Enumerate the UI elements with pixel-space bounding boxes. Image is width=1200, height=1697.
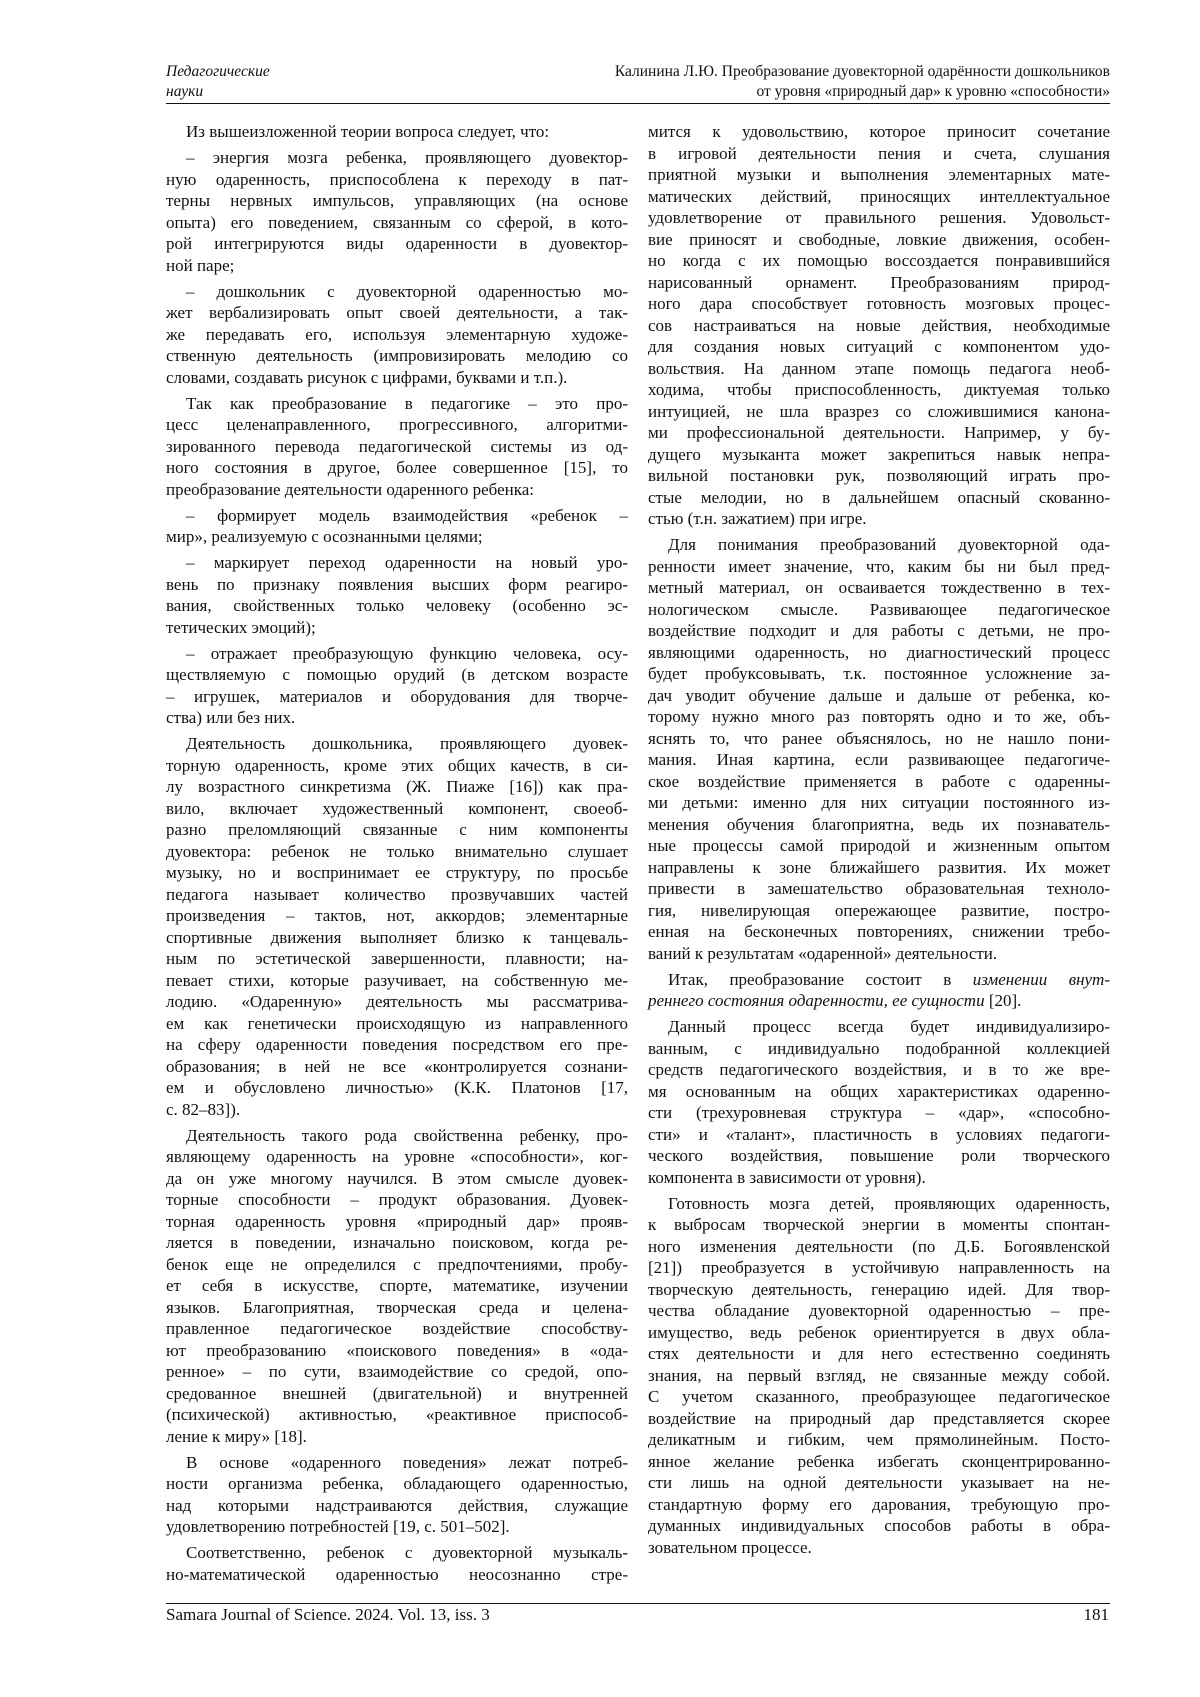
text-line: мания. Иная картина, если развивающее педагогиче-: [648, 749, 1110, 771]
text-line: гия, нивелирующая опережающее развитие, постро-: [648, 900, 1110, 922]
text-line: удовлетворению потребностей [19, с. 501–502].: [166, 1516, 628, 1538]
text-line: будет пробуксовывать, т.к. постоянное усложнение за-: [648, 663, 1110, 685]
text-line: стые мелодии, но в дальнейшем опасный скованно-: [648, 487, 1110, 509]
text-line: с. 82–83]).: [166, 1099, 628, 1121]
text-line: вень по признаку появления высших форм реагиро-: [166, 574, 628, 596]
text-line: языков. Благоприятная, творческая среда и целена-: [166, 1297, 628, 1319]
journal-citation: Samara Journal of Science. 2024. Vol. 13, iss. 3: [166, 1604, 490, 1625]
text-line: средованное внешней (двигательной) и внутренней: [166, 1383, 628, 1405]
text-line: привести в замешательство образовательная техноло-: [648, 878, 1110, 900]
text-line: ванным, с индивидуально подобранной коллекцией: [648, 1038, 1110, 1060]
text-line: ного состояния в другое, более совершенное [15], то: [166, 457, 628, 479]
text-line: – энергия мозга ребенка, проявляющего дуовектор-: [166, 147, 628, 169]
text-line: мя основанным на общих характеристиках одаренно-: [648, 1081, 1110, 1103]
text-line: ренное» – по сути, взаимодействие со средой, опо-: [166, 1361, 628, 1383]
text-line: торная одаренность уровня «природный дар» прояв-: [166, 1211, 628, 1233]
text-line: творческую деятельность, генерацию идей. Для твор-: [648, 1279, 1110, 1301]
text-line: дач уводит обучение дальше и дальше от ребенка, ко-: [648, 685, 1110, 707]
text-line: для создания новых ситуаций с компонентом удо-: [648, 336, 1110, 358]
text-line: Деятельность дошкольника, проявляющего дуовек-: [166, 733, 628, 755]
text-line: опыта) его поведением, связанным со сферой, в кото-: [166, 212, 628, 234]
paragraph: [648, 534, 1110, 964]
text-line: ности организма ребенка, обладающего одаренностью,: [166, 1473, 628, 1495]
text-line: жет вербализировать опыт своей деятельности, а так-: [166, 302, 628, 324]
page-number: 181: [1084, 1604, 1110, 1625]
text-line: имущество, ведь ребенок ориентируется в двух обла-: [648, 1322, 1110, 1344]
text-line: ренности имеет значение, что, каким бы ни был пред-: [648, 556, 1110, 578]
text-line: вильной постановки рук, позволяющий играть про-: [648, 465, 1110, 487]
text-line: – отражает преобразующую функцию человека, осу-: [166, 643, 628, 665]
text-line: правленное педагогическое воздействие способству-: [166, 1318, 628, 1340]
text-line: Готовность мозга детей, проявляющих одаренность,: [648, 1193, 1110, 1215]
text-line: ление к миру» [18].: [166, 1426, 628, 1448]
text-line: педагога называет количество прозвучавших частей: [166, 884, 628, 906]
text-line: торные способности – продукт образования. Дуовек-: [166, 1189, 628, 1211]
text-line: образования; в ней не все «контролируется сознани-: [166, 1056, 628, 1078]
title-line: Калинина Л.Ю. Преобразование дуовекторной одарённости дошкольников: [615, 62, 1110, 82]
section-line: Педагогические: [166, 62, 270, 82]
text-line: ет себя в искусстве, спорте, математике, изучении: [166, 1275, 628, 1297]
text-line: же передавать его, используя элементарную художе-: [166, 324, 628, 346]
text-line: Данный процесс всегда будет индивидуализиро-: [648, 1016, 1110, 1038]
text-line: метный материал, он осваивается тождественно в тех-: [648, 577, 1110, 599]
text-line: Так как преобразование в педагогике – это про-: [166, 393, 628, 415]
text-line: ваний к результатам «одаренной» деятельности.: [648, 943, 1110, 965]
text-line: торому нужно много раз повторять одно и то же, объ-: [648, 706, 1110, 728]
text-line: являющему одаренность на уровне «способности», ког-: [166, 1146, 628, 1168]
text-line: мится к удовольствию, которое приносит сочетание: [648, 121, 1110, 143]
text-line: направлены к зоне ближайшего развития. Их может: [648, 857, 1110, 879]
italic-emphasis: реннего состояния одаренности, ее сущности: [648, 991, 985, 1010]
text-line: ства) или без них.: [166, 707, 628, 729]
text-line: к выбросам творческой энергии в моменты спонтан-: [648, 1214, 1110, 1236]
paragraph: [166, 733, 628, 1120]
text-line: мир», реализуемую с осознанными целями;: [166, 526, 628, 548]
text-line: сти лишь на одной деятельности указывает на не-: [648, 1472, 1110, 1494]
paragraph: [166, 643, 628, 729]
text-line: ческого воздействия, повышение роли творческого: [648, 1145, 1110, 1167]
text-line: ское воздействие применяется в работе с одаренны-: [648, 771, 1110, 793]
text-line: деликатным и гибким, чем прямолинейным. Посто-: [648, 1429, 1110, 1451]
paragraph: [648, 1193, 1110, 1559]
text-line: чества обладание дуовекторной одаренностью – пре-: [648, 1300, 1110, 1322]
text-line: ми профессиональной деятельности. Например, у бу-: [648, 422, 1110, 444]
paragraph: [166, 1452, 628, 1538]
title-line: от уровня «природный дар» к уровню «способности»: [615, 82, 1110, 102]
text-line: [21]) преобразуется в устойчивую направленность на: [648, 1257, 1110, 1279]
paragraph: [648, 121, 1110, 530]
text-line: словами, создавать рисунок с цифрами, буквами и т.п.).: [166, 367, 628, 389]
text-line: произведения – тактов, нот, аккордов; элементарные: [166, 905, 628, 927]
text-line: ми детьми: именно для них ситуации постоянного из-: [648, 792, 1110, 814]
text-segment: [20].: [985, 991, 1022, 1010]
text-line: [648, 990, 1110, 1012]
text-line: дуовектора: ребенок не только внимательно слушает: [166, 841, 628, 863]
text-line: спортивные движения выполняет близко к танцеваль-: [166, 927, 628, 949]
text-line: ной паре;: [166, 255, 628, 277]
text-line: С учетом сказанного, преобразующее педагогическое: [648, 1386, 1110, 1408]
text-line: зовательном процессе.: [648, 1537, 1110, 1559]
text-line: цесс целенаправленного, прогрессивного, алгоритми-: [166, 414, 628, 436]
text-line: – дошкольник с дуовекторной одаренностью мо-: [166, 281, 628, 303]
text-line: – маркирует переход одаренности на новый уро-: [166, 552, 628, 574]
paragraph: [166, 1542, 628, 1585]
text-line: стандартную форму его дарования, требующую про-: [648, 1494, 1110, 1516]
text-line: вило, включает художественный компонент, своеоб-: [166, 798, 628, 820]
text-line: разно преломляющий связанные с ним компоненты: [166, 819, 628, 841]
text-line: вие приносят и свободные, ловкие движения, особен-: [648, 229, 1110, 251]
text-line: ем как генетически происходящую из направленного: [166, 1013, 628, 1035]
text-line: певает стихи, которые разучивает, на собственную ме-: [166, 970, 628, 992]
section-name: [166, 62, 270, 102]
text-line: ем и обусловлено личностью» (К.К. Платонов [17,: [166, 1077, 628, 1099]
text-line: бенок еще не определился с предпочтениями, пробу-: [166, 1254, 628, 1276]
text-line: нологическом смысле. Развивающее педагогическое: [648, 599, 1110, 621]
text-line: воздействие подходит и для работы с детьми, не про-: [648, 620, 1110, 642]
text-line: тетических эмоций);: [166, 617, 628, 639]
text-line: терны нервных импульсов, управляющих (на основе: [166, 190, 628, 212]
text-line: воздействие на природный дар представляется скорее: [648, 1408, 1110, 1430]
text-line: компонента в зависимости от уровня).: [648, 1167, 1110, 1189]
text-line: Из вышеизложенной теории вопроса следует, что:: [166, 121, 628, 143]
paragraph: [166, 552, 628, 638]
text-line: в игровой деятельности пения и счета, слушания: [648, 143, 1110, 165]
text-line: [648, 969, 1110, 991]
text-line: Для понимания преобразований дуовекторной ода-: [648, 534, 1110, 556]
text-line: ходима, чтобы приспособленность, диктуемая только: [648, 379, 1110, 401]
text-line: приятной музыки и выполнения элементарных мате-: [648, 164, 1110, 186]
text-line: да он уже многому научился. В этом смысле дуовек-: [166, 1168, 628, 1190]
text-line: зированного перевода педагогической системы из од-: [166, 436, 628, 458]
text-line: – игрушек, материалов и оборудования для творче-: [166, 686, 628, 708]
text-line: ным по эстетической завершенности, плавности; на-: [166, 948, 628, 970]
text-line: ственную деятельность (импровизировать мелодию со: [166, 345, 628, 367]
text-line: вольствия. На данном этапе помощь педагога необ-: [648, 358, 1110, 380]
text-line: янное желание ребенка избегать сконцентрированно-: [648, 1451, 1110, 1473]
text-line: стью (т.н. зажатием) при игре.: [648, 508, 1110, 530]
text-line: ляется в поведении, изначально поисковом, когда ре-: [166, 1232, 628, 1254]
text-line: енная на бесконечных повторениях, снижении требо-: [648, 921, 1110, 943]
text-line: менения обучения благоприятна, ведь их познаватель-: [648, 814, 1110, 836]
text-line: но-математической одаренностью неосознанно стре-: [166, 1564, 628, 1586]
paragraph: [648, 969, 1110, 1012]
paragraph: [166, 505, 628, 548]
text-line: ного изменения деятельности (по Д.Б. Богоявленской: [648, 1236, 1110, 1258]
text-line: – формирует модель взаимодействия «ребенок –: [166, 505, 628, 527]
text-line: на сферу одаренности поведения посредством его пре-: [166, 1034, 628, 1056]
paragraph: [166, 1125, 628, 1448]
right-column: [648, 121, 1110, 1563]
text-line: Деятельность такого рода свойственна ребенку, про-: [166, 1125, 628, 1147]
text-line: торную одаренность, кроме этих общих качеств, в си-: [166, 755, 628, 777]
text-line: но когда с их помощью воссоздается понравившийся: [648, 250, 1110, 272]
text-line: ществляемую с помощью орудий (в детском возрасте: [166, 664, 628, 686]
text-line: сов настраиваться на новые действия, необходимые: [648, 315, 1110, 337]
left-column: [166, 121, 628, 1590]
text-line: матических действий, приносящих интеллектуальное: [648, 186, 1110, 208]
text-line: лодию. «Одаренную» деятельность мы рассматрива-: [166, 991, 628, 1013]
text-line: ют преобразованию «поискового поведения» в «ода-: [166, 1340, 628, 1362]
section-line: науки: [166, 82, 270, 102]
text-line: ные процессы самой природой и жизненным опытом: [648, 835, 1110, 857]
text-line: нарисованный орнамент. Преобразованиям природ-: [648, 272, 1110, 294]
paragraph: [166, 121, 628, 143]
text-line: лу возрастного синкретизма (Ж. Пиаже [16]) как пра-: [166, 776, 628, 798]
text-line: музыку, но и воспринимает ее структуру, по просьбе: [166, 862, 628, 884]
paragraph: [166, 393, 628, 501]
text-line: сти» и «талант», пластичность в условиях педагоги-: [648, 1124, 1110, 1146]
text-line: ную одаренность, приспособлена к переходу в пат-: [166, 169, 628, 191]
text-line: стях деятельности и для него естественно соединять: [648, 1343, 1110, 1365]
text-line: Соответственно, ребенок с дуовекторной музыкаль-: [166, 1542, 628, 1564]
text-line: (психической) активностью, «реактивное приспособ-: [166, 1404, 628, 1426]
text-line: яснять то, что ранее объяснялось, но не нашло пони-: [648, 728, 1110, 750]
text-line: сти (трехуровневая структура – «дар», «способно-: [648, 1102, 1110, 1124]
italic-emphasis: изменении внут-: [973, 970, 1110, 989]
paragraph: [648, 1016, 1110, 1188]
text-line: ного дара способствует готовность мозговых процес-: [648, 293, 1110, 315]
text-line: В основе «одаренного поведения» лежат потреб-: [166, 1452, 628, 1474]
text-line: над которыми надстраиваются действия, служащие: [166, 1495, 628, 1517]
paragraph: [166, 281, 628, 389]
text-line: средств педагогического воздействия, и в то же вре-: [648, 1059, 1110, 1081]
text-line: интуицией, не шла вразрез со сложившимися канона-: [648, 401, 1110, 423]
text-line: удовлетворение от правильного решения. Удовольст-: [648, 207, 1110, 229]
text-line: знания, на первый взгляд, не связанные между собой.: [648, 1365, 1110, 1387]
paragraph: [166, 147, 628, 276]
text-line: являющими одаренность, но диагностический процесс: [648, 642, 1110, 664]
text-line: думанных индивидуальных способов работы в обра-: [648, 1515, 1110, 1537]
header-divider: [166, 103, 1110, 104]
article-title-header: [615, 62, 1110, 102]
text-segment: Итак, преобразование состоит в: [668, 970, 973, 989]
text-line: рой интегрируются виды одаренности в дуовектор-: [166, 233, 628, 255]
text-line: преобразование деятельности одаренного ребенка:: [166, 479, 628, 501]
text-line: вания, свойственных только человеку (особенно эс-: [166, 595, 628, 617]
text-line: дущего музыканта может закрепиться навык непра-: [648, 444, 1110, 466]
